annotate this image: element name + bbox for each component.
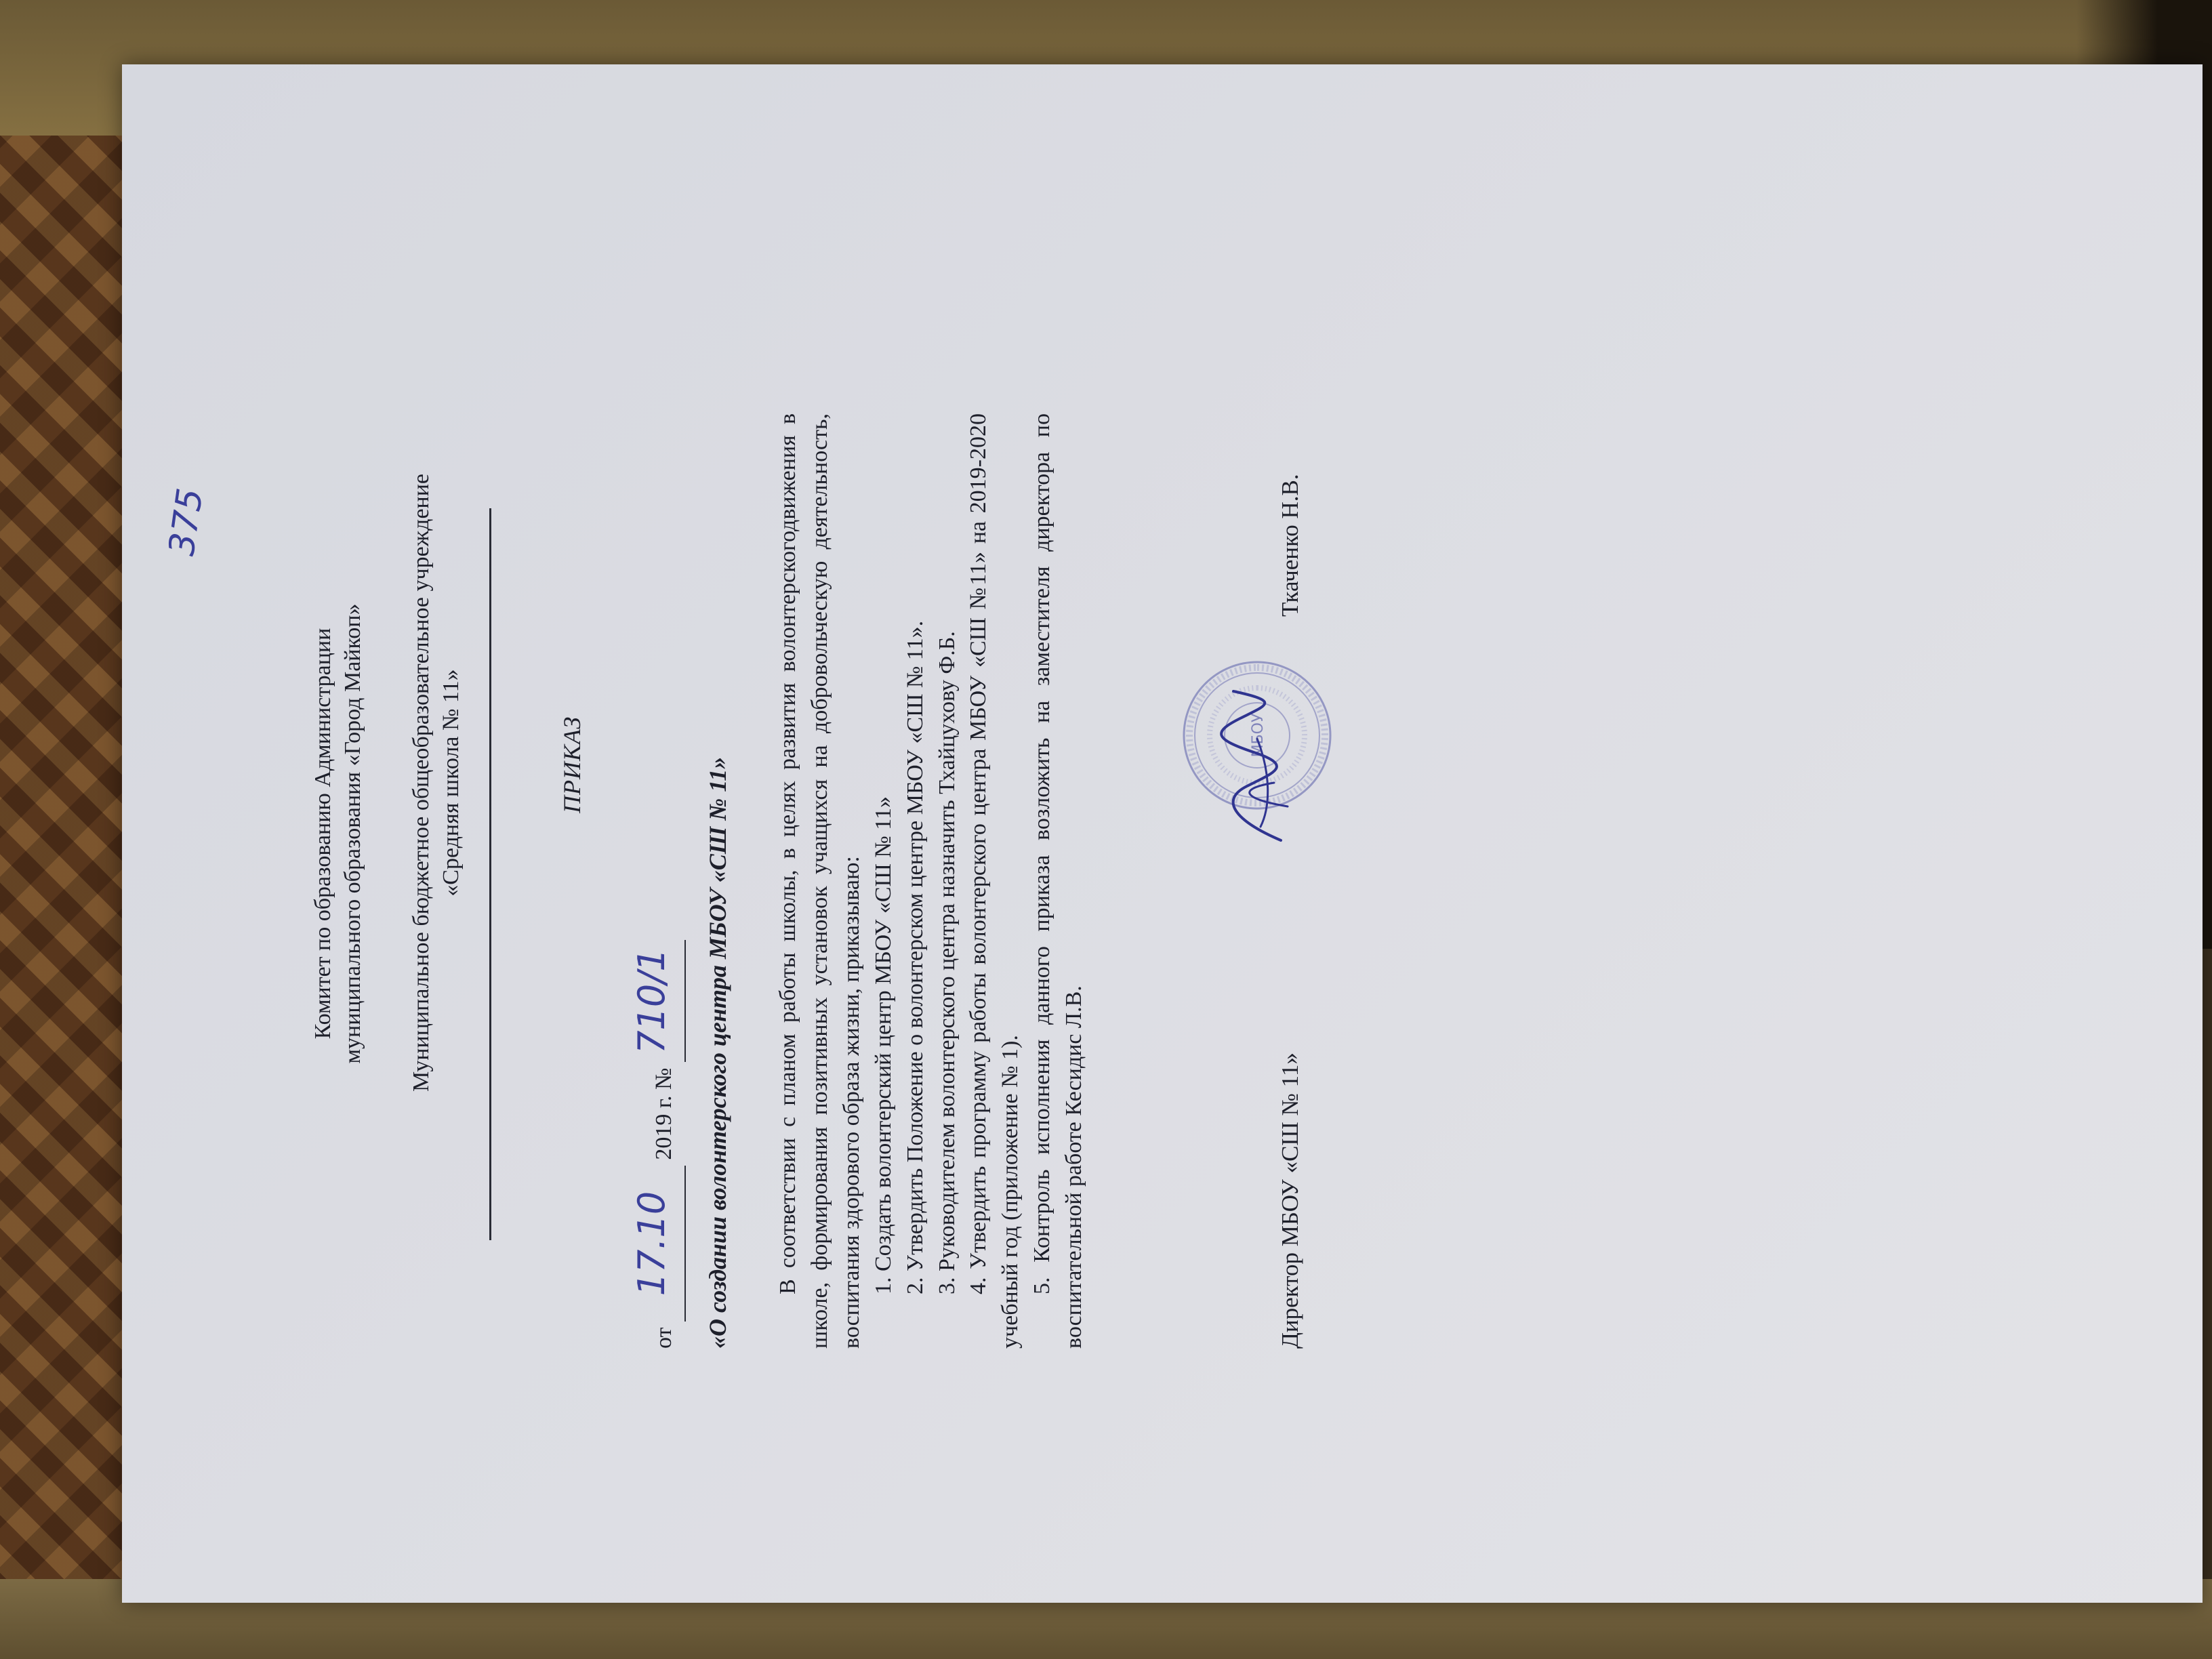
order-number-field — [630, 940, 686, 1062]
order-number-handwritten: 710/1 — [630, 948, 673, 1054]
order-intro: В соответствии с планом работы школы, в целях развития волонтерскогодвижения в школе, формирования позитивных установок учащихся на добровольческую деятельность, воспитания здорового образа жизни, приказываю: — [775, 413, 864, 1349]
header-line-2: муниципального образования «Город Майкоп» — [340, 603, 366, 1064]
header-committee — [308, 427, 368, 1240]
order-item-2: 2. Утвердить Положение о волонтерском центре МБОУ «СШ № 11». — [902, 620, 928, 1294]
stamp-center-text: МБОУ — [1250, 713, 1267, 758]
order-body — [773, 413, 1090, 1349]
order-date-handwritten: 17.10 — [630, 1191, 673, 1296]
order-prefix: от — [651, 1327, 676, 1349]
header-line-3: Муниципальное бюджетное общеобразовательное учреждение — [409, 473, 434, 1092]
order-item-4: 4. Утвердить программу работы волонтерского центра МБОУ «СШ №11» на 2019-2020 учебный год (приложение № 1). — [966, 413, 1023, 1349]
order-year: 2019 г. № — [651, 1067, 676, 1160]
order-date-field — [630, 1166, 686, 1322]
signatory-name: Ткаченко Н.В. — [1277, 474, 1303, 617]
order-date-line — [630, 940, 686, 1349]
order-item-5: 5. Контроль исполнения данного приказа возложить на заместителя директора по воспитательной работе Кесидис Л.В. — [1029, 413, 1087, 1349]
document-type: ПРИКАЗ — [558, 716, 586, 813]
page-number: 375 — [161, 485, 211, 558]
order-item-3: 3. Руководителем волонтерского центра назначить Тхайцухову Ф.Б. — [934, 631, 960, 1294]
header-school — [407, 393, 466, 1172]
header-line-1: Комитет по образованию Администрации — [310, 628, 335, 1040]
document-content — [136, 136, 1491, 1525]
order-item-1: 1. Создать волонтерский центр МБОУ «СШ № 11» — [870, 796, 896, 1294]
header-divider — [489, 508, 491, 1240]
order-subject: «О создании волонтерского центра МБОУ «СШ № 11» — [704, 756, 731, 1349]
header-line-4: «Средняя школа № 11» — [438, 669, 464, 897]
signatory-position: Директор МБОУ «СШ № 11» — [1277, 1052, 1303, 1349]
handwritten-signature — [1206, 684, 1308, 847]
